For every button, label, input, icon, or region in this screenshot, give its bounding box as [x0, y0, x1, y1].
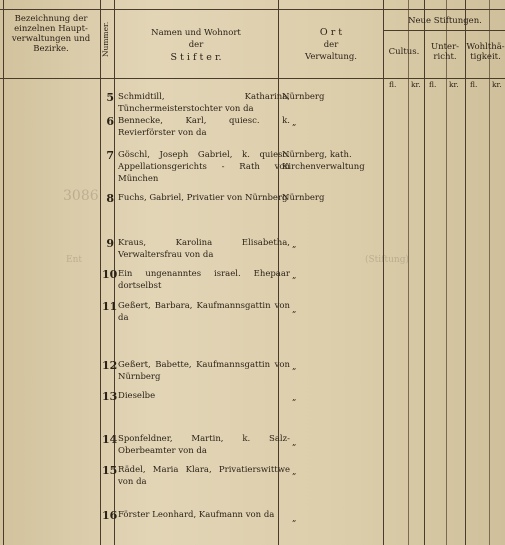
header-neue-stiftungen: Neue Stiftungen.: [408, 16, 482, 26]
kr-label: kr.: [411, 80, 421, 89]
row-place: Nürnberg: [282, 92, 325, 102]
row-place: „: [292, 240, 297, 250]
row-number: 15: [102, 464, 118, 477]
header-col1: Bezeichnung der einzelnen Haupt-verwaltungen und Bezirke.: [11, 14, 91, 54]
row-name: Förster Leonhard, Kaufmann von da: [118, 510, 275, 520]
kr-label: kr.: [449, 80, 459, 89]
row-number: 11: [102, 300, 118, 313]
header-col3-line1: Namen und Wohnort: [151, 28, 241, 38]
column-rule: [408, 0, 409, 545]
row-name: Rädel, Maria Klara, Privatierswittwe von da: [118, 465, 290, 487]
fl-label: fl.: [470, 80, 478, 89]
row-place: „: [292, 438, 297, 448]
row-number: 9: [106, 237, 114, 250]
row-place: Nürnberg, kath. Kirchenverwaltung: [282, 150, 365, 172]
header-col4-line1: O r t: [319, 27, 343, 38]
column-rule: [489, 0, 490, 545]
row-place: „: [292, 271, 297, 281]
column-rule: [446, 0, 447, 545]
row-name: Fuchs, Gabriel, Privatier von Nürnberg: [118, 193, 288, 203]
row-number: 6: [106, 115, 114, 128]
row-name: Bennecke, Karl, quiesc. k. Revierförster von da: [118, 116, 290, 138]
row-place: „: [292, 362, 297, 372]
header-col4-line2: der: [323, 40, 339, 50]
header-top-rule: [0, 9, 505, 10]
row-name: Geßert, Barbara, Kaufmannsgattin von da: [118, 301, 290, 323]
header-col4-line3: Verwaltung.: [304, 52, 358, 62]
row-number: 8: [106, 192, 114, 205]
row-name: Göschl, Joseph Gabriel, k. quiesc. Appellationsgerichts - Rath von München: [118, 150, 290, 184]
row-place: „: [292, 118, 297, 128]
kr-label: kr.: [492, 80, 502, 89]
header-unterricht: Unter-richt.: [430, 42, 460, 62]
fl-label: fl.: [389, 80, 397, 89]
row-name: Schmidtill, Katharina, Tünchermeisterstochter von da: [118, 92, 290, 114]
row-place: „: [292, 305, 297, 315]
bleed-through-mark: 3086: [63, 188, 99, 204]
row-number: 7: [106, 149, 114, 162]
header-cultus: Cultus.: [388, 47, 420, 57]
header-col3-line3: S t i f t e r.: [170, 52, 222, 63]
column-rule: [424, 0, 425, 545]
row-place: „: [292, 467, 297, 477]
bleed-through-mark: (Stiftung): [365, 255, 409, 265]
column-rule: [100, 0, 101, 545]
header-col3-line2: der: [188, 40, 204, 50]
header-wohlthaetigkeit: Wohlthä-tigkeit.: [466, 42, 505, 62]
row-name: Dieselbe: [118, 391, 156, 401]
row-place: „: [292, 514, 297, 524]
fl-label: fl.: [429, 80, 437, 89]
row-name: Ein ungenanntes israel. Ehepaar dortselbst: [118, 269, 290, 291]
row-number: 5: [106, 91, 114, 104]
row-number: 12: [102, 359, 118, 372]
header-bottom-rule: [0, 78, 505, 79]
row-place: Nürnberg: [282, 193, 325, 203]
row-name: Sponfeldner, Martin, k. Salz-Oberbeamter von da: [118, 434, 290, 456]
row-number: 10: [102, 268, 118, 281]
neue-stiftungen-rule: [383, 30, 505, 31]
column-rule: [465, 0, 466, 545]
row-place: „: [292, 393, 297, 403]
row-name: Geßert, Babette, Kaufmannsgattin von Nürnberg: [118, 360, 290, 382]
row-name: Kraus, Karolina Elisabetha, Verwaltersfrau von da: [118, 238, 290, 260]
column-rule: [3, 0, 4, 545]
row-number: 13: [102, 390, 118, 403]
row-number: 14: [102, 433, 118, 446]
header-nummer: Nummer.: [101, 21, 110, 57]
bleed-through-mark: Ent: [66, 255, 82, 265]
row-number: 16: [102, 509, 118, 522]
